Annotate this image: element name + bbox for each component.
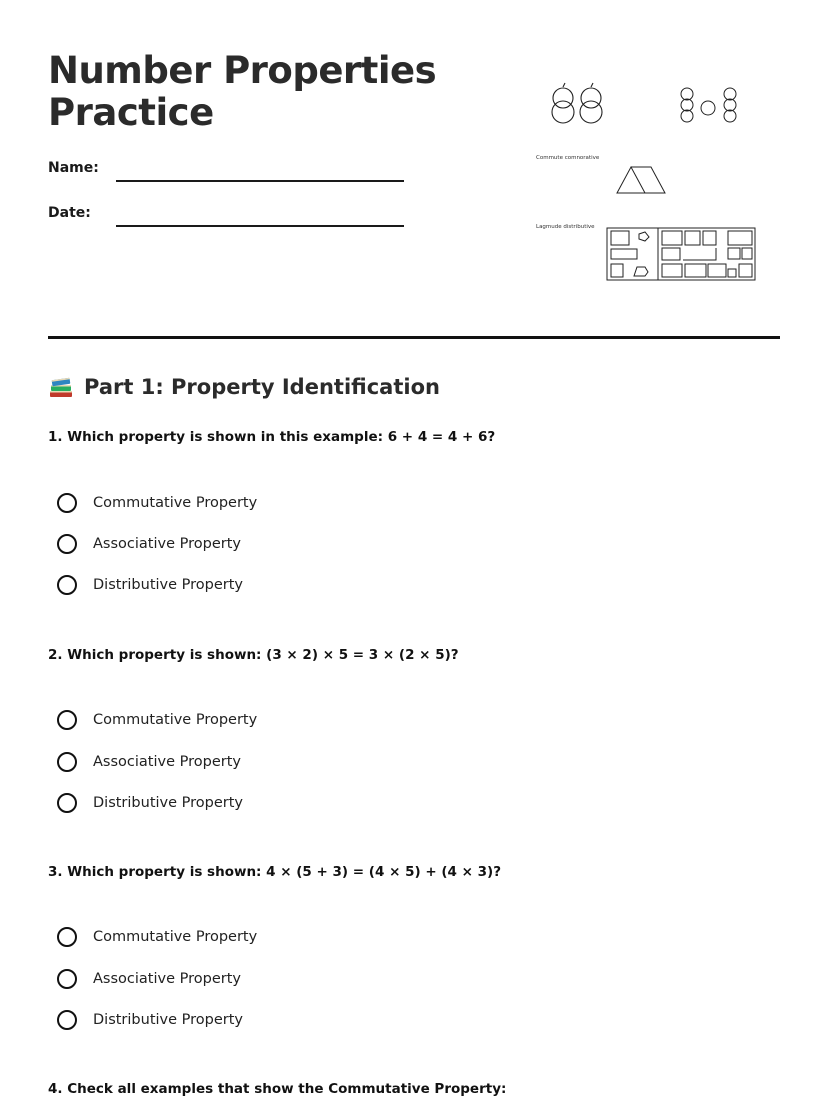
radio-button[interactable] bbox=[57, 927, 77, 947]
date-label: Date: bbox=[48, 205, 91, 221]
q2-option-distributive[interactable] bbox=[57, 791, 243, 815]
triangles-icon bbox=[617, 167, 665, 193]
radio-button[interactable] bbox=[57, 1010, 77, 1030]
radio-button[interactable] bbox=[57, 793, 77, 813]
q3-option-commutative[interactable] bbox=[57, 925, 257, 949]
option-label: Commutative Property bbox=[93, 712, 258, 728]
name-label: Name: bbox=[48, 160, 99, 176]
date-field[interactable] bbox=[116, 225, 404, 227]
name-field[interactable] bbox=[116, 180, 404, 182]
q2-option-associative[interactable] bbox=[57, 750, 241, 774]
option-label: Distributive Property bbox=[93, 1012, 243, 1028]
area-model-icon bbox=[607, 228, 755, 280]
option-label: Associative Property bbox=[93, 971, 241, 987]
distributive-caption: Lagmude distributive bbox=[536, 224, 595, 230]
option-label: Distributive Property bbox=[93, 795, 243, 811]
q3-option-associative[interactable] bbox=[57, 967, 241, 991]
commutative-caption: Commute comnorative bbox=[536, 155, 600, 161]
option-label: Distributive Property bbox=[93, 577, 243, 593]
option-label: Associative Property bbox=[93, 754, 241, 770]
part-1-heading-text: Part 1: Property Identification bbox=[84, 375, 440, 399]
question-3: 3. Which property is shown: 4 × (5 + 3) = (4 × 5) + (4 × 3)? bbox=[48, 864, 502, 880]
q1-option-associative[interactable] bbox=[57, 532, 241, 556]
title-line-1: Number Properties bbox=[48, 49, 437, 92]
radio-button[interactable] bbox=[57, 493, 77, 513]
apples-pair-icon bbox=[552, 83, 602, 123]
books-icon bbox=[48, 374, 74, 400]
section-divider bbox=[48, 336, 780, 339]
property-illustration bbox=[530, 80, 800, 290]
apples-group-icon bbox=[681, 88, 736, 122]
option-label: Associative Property bbox=[93, 536, 241, 552]
radio-button[interactable] bbox=[57, 710, 77, 730]
title-line-2: Practice bbox=[48, 91, 214, 134]
option-label: Commutative Property bbox=[93, 929, 258, 945]
question-1: 1. Which property is shown in this example: 6 + 4 = 4 + 6? bbox=[48, 429, 496, 445]
q3-option-distributive[interactable] bbox=[57, 1008, 243, 1032]
radio-button[interactable] bbox=[57, 534, 77, 554]
option-label: Commutative Property bbox=[93, 495, 258, 511]
q1-option-distributive[interactable] bbox=[57, 573, 243, 597]
worksheet-title bbox=[48, 50, 436, 134]
radio-button[interactable] bbox=[57, 575, 77, 595]
question-4: 4. Check all examples that show the Commutative Property: bbox=[48, 1081, 507, 1097]
q2-option-commutative[interactable] bbox=[57, 708, 257, 732]
q1-option-commutative[interactable] bbox=[57, 491, 257, 515]
question-2: 2. Which property is shown: (3 × 2) × 5 = 3 × (2 × 5)? bbox=[48, 647, 459, 663]
radio-button[interactable] bbox=[57, 969, 77, 989]
radio-button[interactable] bbox=[57, 752, 77, 772]
part-1-heading bbox=[48, 374, 440, 400]
